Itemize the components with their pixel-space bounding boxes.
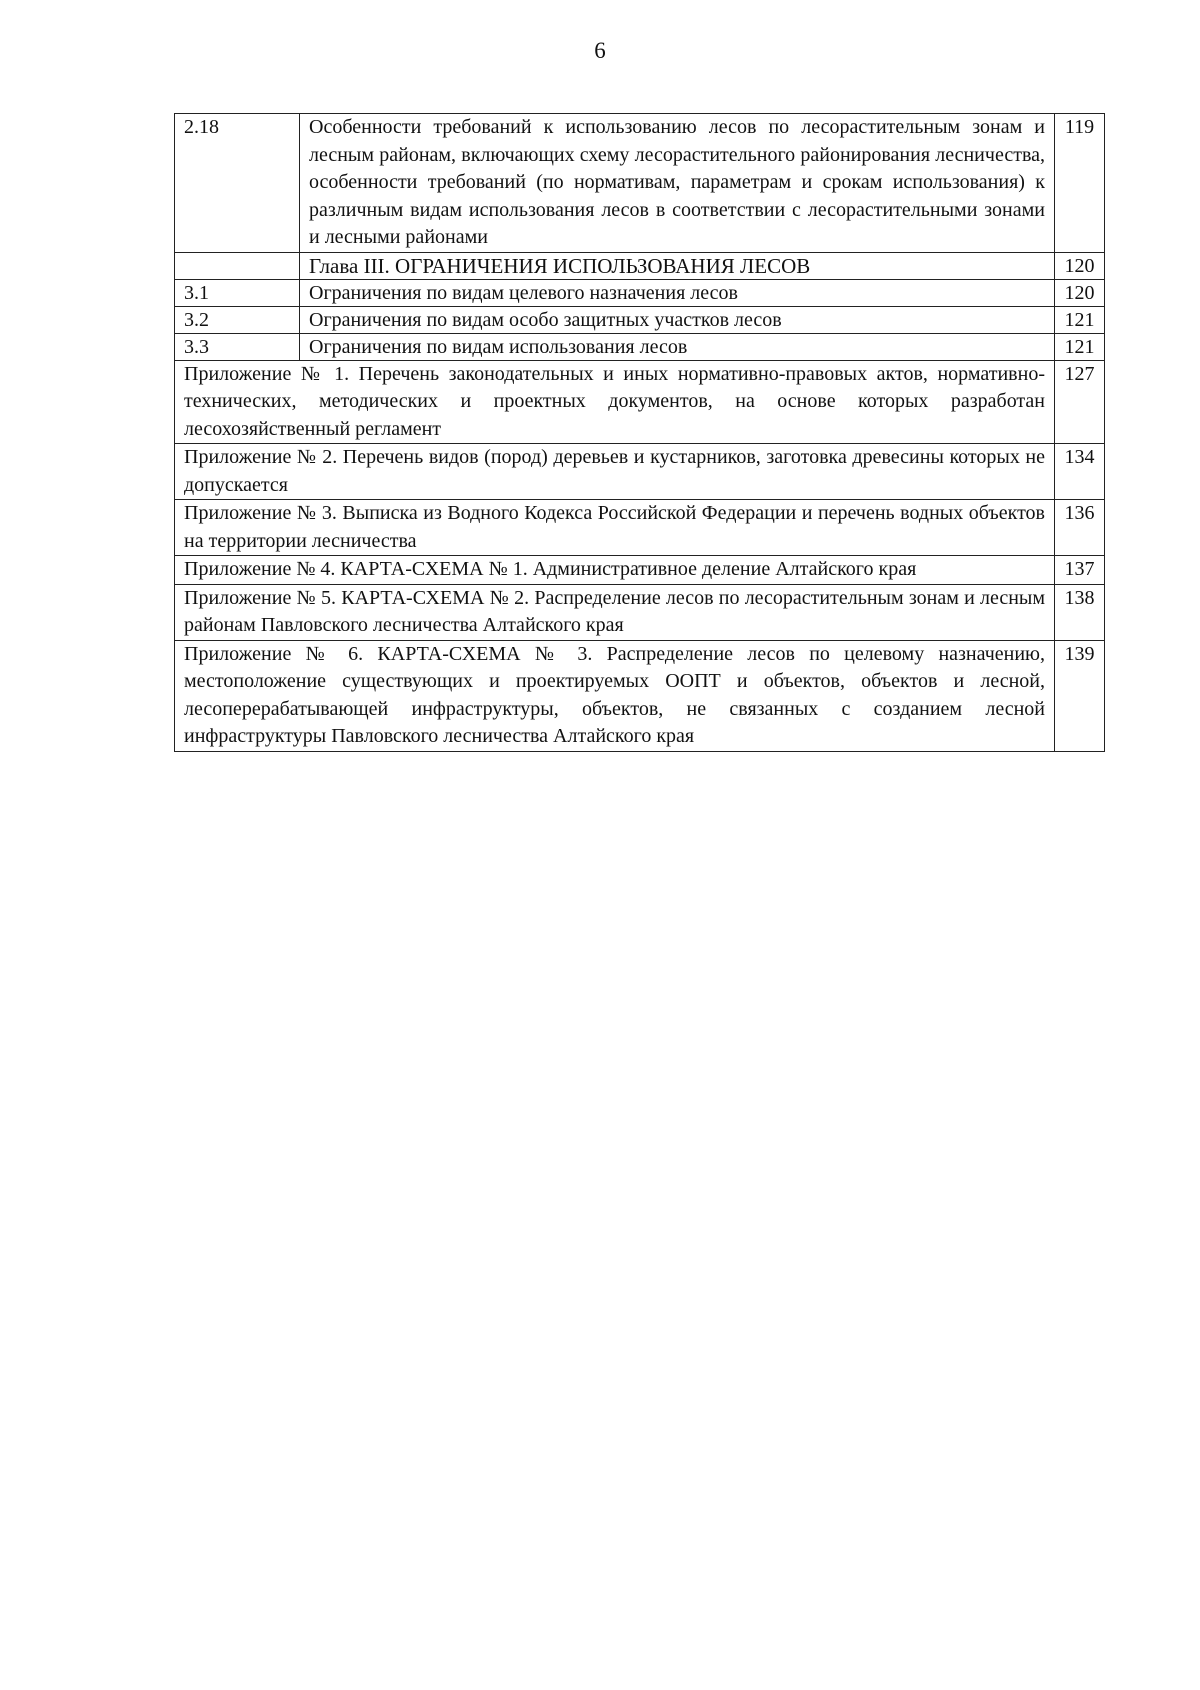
toc-row-3-2 [175, 306, 1105, 333]
appendix-title: Приложение № 2. Перечень видов (пород) деревьев и кустарников, заготовка древесины которых не допускается [175, 444, 1055, 500]
toc-row-appendix-3 [175, 500, 1105, 556]
page-reference: 121 [1055, 333, 1105, 360]
section-number: 2.18 [175, 114, 300, 253]
toc-row-3-1 [175, 279, 1105, 306]
section-title: Ограничения по видам использования лесов [300, 333, 1055, 360]
page-reference: 120 [1055, 279, 1105, 306]
section-title: Особенности требований к использованию лесов по лесорастительным зонам и лесным районам, включающих схему лесорастительного районирования лесничества, особенности требований (по нормативам, параметрам и срокам использования) к различным видам использования лесов в соответствии с лесорастительными зонами и лесными районами [300, 114, 1055, 253]
toc-row-appendix-4 [175, 556, 1105, 585]
page-reference: 127 [1055, 360, 1105, 444]
appendix-title: Приложение № 5. КАРТА-СХЕМА № 2. Распределение лесов по лесорастительным зонам и лесным районам Павловского лесничества Алтайского края [175, 584, 1055, 640]
toc-row-appendix-6 [175, 640, 1105, 751]
page-reference: 138 [1055, 584, 1105, 640]
toc-row-appendix-1 [175, 360, 1105, 444]
section-number: 3.2 [175, 306, 300, 333]
appendix-title: Приложение № 4. КАРТА-СХЕМА № 1. Административное деление Алтайского края [175, 556, 1055, 585]
appendix-title: Приложение № 1. Перечень законодательных и иных нормативно-правовых актов, нормативно-технических, методических и проектных документов, на основе которых разработан лесохозяйственный регламент [175, 360, 1055, 444]
section-title: Ограничения по видам особо защитных участков лесов [300, 306, 1055, 333]
page-reference: 137 [1055, 556, 1105, 585]
page-reference: 136 [1055, 500, 1105, 556]
section-number: 3.1 [175, 279, 300, 306]
page-reference: 120 [1055, 252, 1105, 279]
appendix-title: Приложение № 3. Выписка из Водного Кодекса Российской Федерации и перечень водных объектов на территории лесничества [175, 500, 1055, 556]
section-number [175, 252, 300, 279]
appendix-title: Приложение № 6. КАРТА-СХЕМА № 3. Распределение лесов по целевому назначению, местоположение существующих и проектируемых ООПТ и объектов, объектов и лесной, лесоперерабатывающей инфраструктуры, объектов, не связанных с созданием лесной инфраструктуры Павловского лесничества Алтайского края [175, 640, 1055, 751]
page-reference: 119 [1055, 114, 1105, 253]
toc-row-appendix-5 [175, 584, 1105, 640]
page-reference: 134 [1055, 444, 1105, 500]
toc-row-appendix-2 [175, 444, 1105, 500]
toc-row-chapter-3 [175, 252, 1105, 279]
page-reference: 121 [1055, 306, 1105, 333]
chapter-title: Глава III. ОГРАНИЧЕНИЯ ИСПОЛЬЗОВАНИЯ ЛЕСОВ [300, 252, 1055, 279]
section-number: 3.3 [175, 333, 300, 360]
page-reference: 139 [1055, 640, 1105, 751]
toc-row-2-18 [175, 114, 1105, 253]
page-number: 6 [594, 38, 606, 63]
section-title: Ограничения по видам целевого назначения лесов [300, 279, 1055, 306]
toc-row-3-3 [175, 333, 1105, 360]
table-of-contents [174, 113, 1105, 752]
